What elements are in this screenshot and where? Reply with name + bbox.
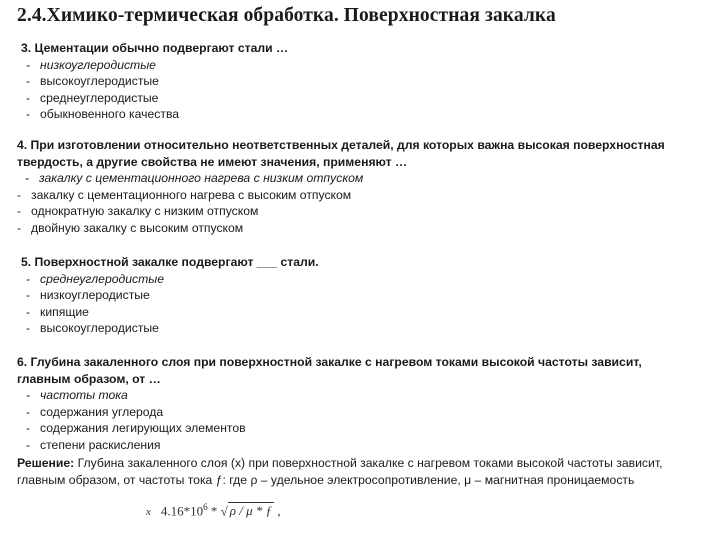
- answer-option: - обыкновенного качества: [26, 107, 180, 122]
- answer-option: - высокоуглеродистые: [26, 321, 159, 336]
- question-text-line-1: 4. При изготовлении относительно неответственных деталей, для которых важна высокая поверхностная: [17, 138, 665, 152]
- page-title: 2.4.Химико-термическая обработка. Поверхностная закалка: [17, 5, 556, 26]
- answer-option: - однократную закалку с низким отпуском: [17, 204, 259, 219]
- answer-option: - низкоуглеродистые: [26, 57, 156, 72]
- depth-formula: х $4.16*10^6$ * √ ρ / μ * ƒ ,: [146, 502, 281, 519]
- question-6: [17, 354, 707, 454]
- answer-option: - среднеуглеродистые: [26, 271, 165, 286]
- formula-variable: х: [146, 506, 151, 519]
- solution-block: [17, 455, 717, 488]
- sqrt-icon: √: [220, 503, 228, 519]
- question-text-line-1: 6. Глубина закаленного слоя при поверхностной закалке с нагревом токами высокой частоты зависит,: [17, 355, 642, 369]
- question-5: [17, 254, 707, 337]
- answer-option: - низкоуглеродистые: [26, 288, 150, 303]
- solution-line-2: главным образом, от частоты тока ƒ: где ρ – удельное электросопротивление, μ – магнитная проницаемость: [17, 472, 635, 487]
- answer-option: - степени раскисления: [26, 437, 161, 452]
- answer-option: - среднеуглеродистые: [26, 90, 159, 105]
- solution-line-1: Решение: Глубина закаленного слоя (х) при поверхностной закалке с нагревом токами высокой частоты зависит,: [17, 456, 663, 470]
- formula-coefficient: 4.16*10: [160, 503, 204, 519]
- question-text-line-2: твердость, а другие свойства не имеют значения, применяют …: [17, 154, 408, 169]
- question-4: [17, 137, 707, 237]
- answer-option: - высокоуглеродистые: [26, 74, 159, 89]
- question-text-line-2: главным образом, от …: [17, 371, 161, 386]
- answer-option: - двойную закалку с высоким отпуском: [17, 220, 244, 235]
- answer-option: - содержания углерода: [26, 404, 164, 419]
- answer-option: - кипящие: [26, 304, 89, 319]
- answer-option: - закалку с цементационного нагрева с низким отпуском: [25, 171, 364, 186]
- question-text: 3. Цементации обычно подвергают стали …: [21, 41, 289, 55]
- question-3: [17, 40, 707, 123]
- answer-option: - содержания легирующих элементов: [26, 421, 246, 436]
- formula-radicand: ρ / μ * ƒ: [229, 503, 273, 519]
- solution-label: Решение:: [17, 456, 75, 470]
- formula-exponent: 6: [203, 502, 208, 512]
- answer-option: - закалку с цементационного нагрева с высоким отпуском: [17, 187, 352, 202]
- question-text: 5. Поверхностной закалке подвергают ___ стали.: [21, 255, 319, 269]
- answer-option: - частоты тока: [26, 388, 128, 403]
